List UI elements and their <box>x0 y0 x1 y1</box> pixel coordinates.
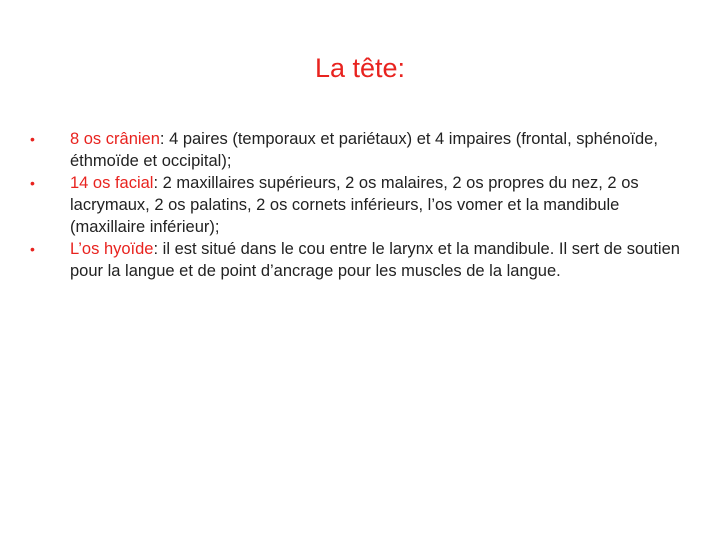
term-separator: : <box>153 174 159 192</box>
slide-title: La tête: <box>314 53 406 83</box>
term-cranial-bones: 8 os crânien <box>70 130 160 148</box>
term-hyoid-bone: L’os hyoïde <box>70 240 154 258</box>
bullet-icon: • <box>30 175 35 191</box>
item-description: 2 maxillaires supérieurs, 2 os malaires, 2 os propres du nez, 2 os lacrymaux, 2 os palatins, 2 os cornets inférieurs, l’os vomer et la mandibule (maxillaire inférieur); <box>70 174 639 236</box>
list-item-hyoid-bone <box>30 238 680 282</box>
term-facial-bones: 14 os facial <box>70 174 154 192</box>
item-description: il est situé dans le cou entre le larynx et la mandibule. Il sert de soutien pour la langue et de point d’ancrage pour les muscles de la langue. <box>70 240 680 280</box>
term-separator: : <box>159 130 165 148</box>
list-item-cranial-bones <box>30 128 680 172</box>
bullet-icon: • <box>30 131 35 147</box>
bullet-icon: • <box>30 241 35 257</box>
item-description: 4 paires (temporaux et pariétaux) et 4 impaires (frontal, sphénoïde, éthmoïde et occipital); <box>70 130 658 170</box>
list-item-facial-bones <box>30 172 680 238</box>
term-separator: : <box>153 240 159 258</box>
bullet-list <box>30 128 680 282</box>
